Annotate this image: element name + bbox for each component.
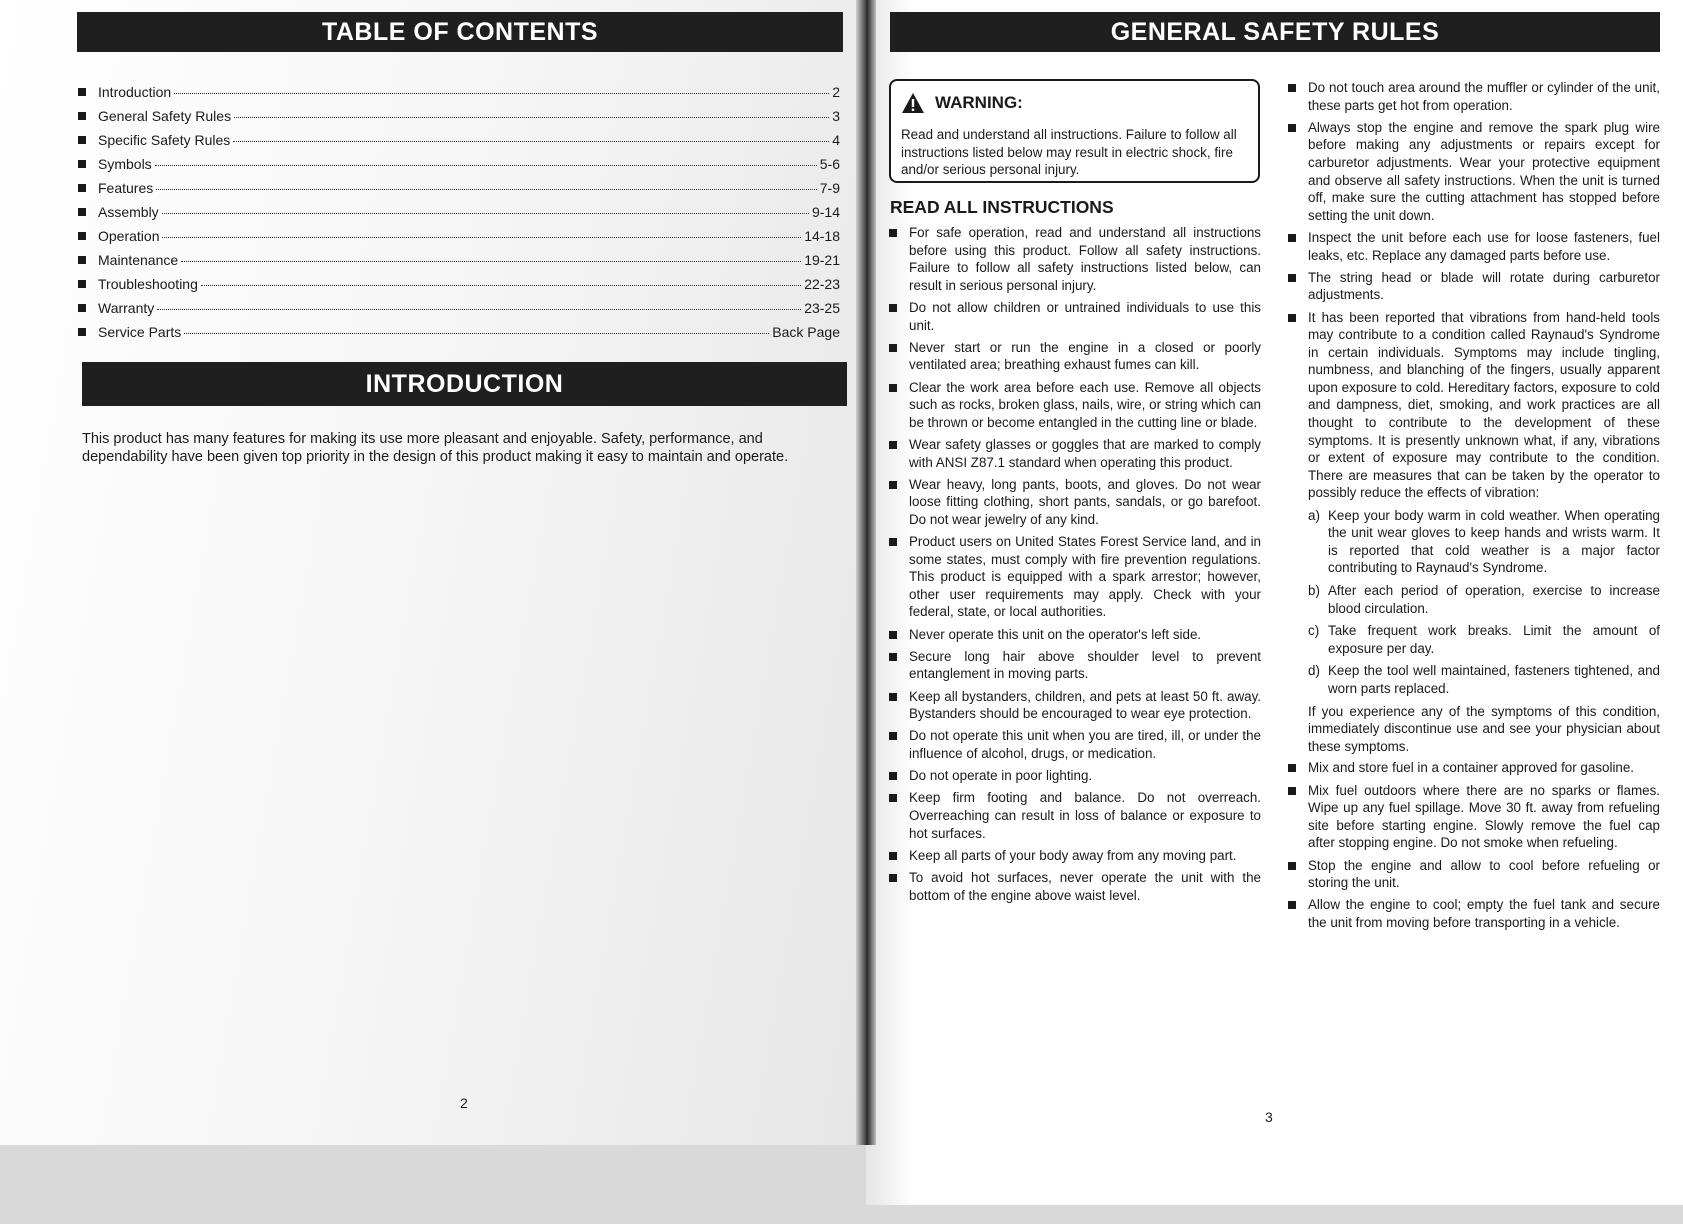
toc-entry xyxy=(78,132,840,156)
bullet-icon xyxy=(889,631,897,639)
safety-rule xyxy=(1288,269,1660,304)
toc-entry-page: 3 xyxy=(832,108,840,124)
toc-entry xyxy=(78,228,840,252)
safety-rule-text: Do not touch area around the muffler or cylinder of the unit, these parts get hot from operation. xyxy=(1308,80,1660,113)
toc-entry-title: Troubleshooting xyxy=(98,276,198,292)
toc-entry-page: Back Page xyxy=(772,324,840,340)
item-text: After each period of operation, exercise to increase blood circulation. xyxy=(1328,583,1660,616)
book-gutter xyxy=(856,0,876,1145)
safety-rule xyxy=(889,626,1261,644)
bullet-icon xyxy=(78,328,86,336)
toc-entry-page: 5-6 xyxy=(819,156,840,172)
item-text: Take frequent work breaks. Limit the amount of exposure per day. xyxy=(1328,623,1660,656)
warning-label: WARNING: xyxy=(935,93,1023,112)
toc-entry xyxy=(78,204,840,228)
safety-rule xyxy=(889,727,1261,762)
item-letter: c) xyxy=(1308,623,1320,639)
toc-entry-title: Features xyxy=(98,180,154,196)
safety-rule xyxy=(1288,119,1660,225)
safety-rule-text: Stop the engine and allow to cool before refueling or storing the unit. xyxy=(1308,857,1660,891)
safety-rule xyxy=(1288,229,1660,264)
safety-rule-text: Product users on United States Forest Service land, and in some states, must comply with fire prevention regulations. This product is equipped with a spark arrestor; however, other user requirements may apply. Check with your federal, state, or local authorities. xyxy=(909,534,1261,620)
toc-entry xyxy=(78,252,840,276)
safety-rule xyxy=(889,533,1261,621)
introduction-text: This product has many features for making its use more pleasant and enjoyable. Safety, performance, and dependability have been given top priority in the design of this product making it easy to maintain and operate. xyxy=(82,431,789,465)
safety-rule-text: Secure long hair above shoulder level to prevent entanglement in moving parts. xyxy=(909,648,1261,682)
toc-entry-page: 23-25 xyxy=(804,300,840,316)
safety-rule xyxy=(889,789,1261,842)
bullet-icon xyxy=(1288,901,1296,909)
vibration-measure-item xyxy=(1308,622,1660,657)
bullet-icon xyxy=(1288,234,1296,242)
item-letter: d) xyxy=(1308,663,1320,679)
vibration-measures-list xyxy=(1308,507,1660,698)
bullet-icon xyxy=(889,481,897,489)
safety-rule xyxy=(889,847,1261,865)
toc-entry-page: 4 xyxy=(832,132,840,148)
bullet-icon xyxy=(889,538,897,546)
safety-rules-column-left xyxy=(889,224,1261,909)
safety-rule-text: Do not allow children or untrained individuals to use this unit. xyxy=(909,299,1261,333)
toc-list xyxy=(78,84,840,348)
safety-rule-text: Never operate this unit on the operator's left side. xyxy=(909,626,1202,642)
toc-leader-dots xyxy=(162,213,809,214)
toc-leader-dots xyxy=(155,165,817,166)
safety-rule-text: Do not operate this unit when you are tired, ill, or under the influence of alcohol, drugs, or medication. xyxy=(909,728,1261,761)
safety-rule-text: Do not operate in poor lighting. xyxy=(909,768,1093,784)
bullet-icon xyxy=(1288,862,1296,870)
toc-leader-dots xyxy=(174,93,829,94)
safety-rule xyxy=(889,299,1261,334)
toc-entry xyxy=(78,276,840,300)
safety-rule xyxy=(1288,896,1660,931)
toc-entry xyxy=(78,324,840,348)
toc-entry-title: Introduction xyxy=(98,84,172,100)
item-letter: b) xyxy=(1308,583,1320,598)
bullet-icon xyxy=(1288,787,1296,795)
toc-leader-dots xyxy=(201,285,801,286)
warning-text: Read and understand all instructions. Failure to follow all instructions listed below may result in electric shock, fire and/or serious personal injury. xyxy=(901,127,1237,177)
bullet-icon xyxy=(1288,314,1296,322)
toc-entry xyxy=(78,300,840,324)
toc-entry xyxy=(78,108,840,132)
safety-rule xyxy=(1288,759,1660,777)
safety-rules-column-right xyxy=(1288,79,1660,936)
safety-rule-text: Mix and store fuel in a container approved for gasoline. xyxy=(1308,760,1635,776)
bullet-icon xyxy=(78,112,86,120)
item-text: Keep your body warm in cold weather. When operating the unit wear gloves to keep hands and wrists warm. It is reported that cold weather is a major factor contributing to Raynaud's Syndrome. xyxy=(1328,507,1660,576)
page-number-right: 3 xyxy=(1265,1109,1273,1125)
safety-rule xyxy=(889,648,1261,683)
bullet-icon xyxy=(889,304,897,312)
warning-header xyxy=(901,90,1248,116)
read-all-instructions-heading: READ ALL INSTRUCTIONS xyxy=(890,197,1114,217)
safety-rule xyxy=(889,476,1261,529)
item-text: Keep the tool well maintained, fasteners tightened, and worn parts replaced. xyxy=(1328,663,1660,696)
bullet-icon xyxy=(1288,274,1296,282)
bullet-icon xyxy=(889,384,897,392)
toc-heading: TABLE OF CONTENTS xyxy=(77,12,843,52)
safety-rule xyxy=(889,436,1261,471)
toc-entry xyxy=(78,180,840,204)
bullet-icon xyxy=(78,280,86,288)
bullet-icon xyxy=(78,304,86,312)
toc-entry-page: 7-9 xyxy=(819,180,840,196)
toc-leader-dots xyxy=(233,141,829,142)
safety-rule-text: To avoid hot surfaces, never operate the unit with the bottom of the engine above waist level. xyxy=(909,869,1261,903)
safety-rule-text: Inspect the unit before each use for loose fasteners, fuel leaks, etc. Replace any damaged parts before use. xyxy=(1308,229,1660,263)
toc-entry-page: 9-14 xyxy=(811,204,840,220)
safety-rule-text: Wear heavy, long pants, boots, and gloves. Do not wear loose fitting clothing, short pants, sandals, or go barefoot. Do not wear jewelry of any kind. xyxy=(909,476,1261,527)
bullet-icon xyxy=(1288,764,1296,772)
safety-rule xyxy=(889,224,1261,294)
bullet-icon xyxy=(889,693,897,701)
bullet-icon xyxy=(889,794,897,802)
bullet-icon xyxy=(889,229,897,237)
safety-rule xyxy=(889,767,1261,785)
bullet-icon xyxy=(78,88,86,96)
toc-entry-title: Symbols xyxy=(98,156,152,172)
safety-rule-text: Wear safety glasses or goggles that are marked to comply with ANSI Z87.1 standard when operating this product. xyxy=(909,436,1261,470)
safety-rule xyxy=(889,869,1261,904)
toc-entry-title: Maintenance xyxy=(98,252,179,268)
toc-entry-title: Operation xyxy=(98,228,160,244)
toc-entry-page: 22-23 xyxy=(804,276,840,292)
item-letter: a) xyxy=(1308,507,1320,523)
bullet-icon xyxy=(889,852,897,860)
bullet-icon xyxy=(889,441,897,449)
page-number-left: 2 xyxy=(460,1095,468,1111)
bullet-icon xyxy=(889,344,897,352)
safety-rule-text: The string head or blade will rotate during carburetor adjustments. xyxy=(1308,269,1660,303)
bullet-icon xyxy=(78,184,86,192)
toc-entry-title: Specific Safety Rules xyxy=(98,132,231,148)
bullet-icon xyxy=(1288,84,1296,92)
safety-rule xyxy=(889,688,1261,723)
safety-rule-text: For safe operation, read and understand all instructions before using this product. Follow all safety instructions. Failure to follow all safety instructions listed below, can result in serious personal injury. xyxy=(909,225,1261,293)
toc-entry-title: General Safety Rules xyxy=(98,108,232,124)
bullet-icon xyxy=(889,653,897,661)
safety-rule-text: Never start or run the engine in a closed or poorly ventilated area; breathing exhaust fumes can kill. xyxy=(909,339,1261,373)
bullet-icon xyxy=(78,208,86,216)
vibration-followup: If you experience any of the symptoms of this condition, immediately discontinue use and see your physician about these symptoms. xyxy=(1308,703,1660,754)
bullet-icon xyxy=(78,136,86,144)
vibration-measure-item xyxy=(1308,582,1660,617)
safety-rule xyxy=(1288,79,1660,114)
vibration-measures xyxy=(1288,507,1660,756)
toc-entry xyxy=(78,156,840,180)
safety-rule-text: It has been reported that vibrations from hand-held tools may contribute to a condition called Raynaud's Syndrome in certain individuals. Symptoms may include tingling, numbness, and blanching of the fingers, usually apparent upon exposure to cold. Hereditary factors, exposure to cold and dampness, diet, smoking, and work practices are all thought to contribute to the development of these symptoms. It is presently unknown what, if any, vibrations or extent of exposure may contribute to the condition. There are measures that can be taken by the operator to possibly reduce the effects of vibration: xyxy=(1308,309,1660,501)
toc-entry-title: Service Parts xyxy=(98,324,182,340)
safety-rule-text: Keep firm footing and balance. Do not overreach. Overreaching can result in loss of balance or exposure to hot surfaces. xyxy=(909,790,1261,841)
toc-leader-dots xyxy=(162,237,801,238)
toc-leader-dots xyxy=(181,261,801,262)
general-safety-rules-heading: GENERAL SAFETY RULES xyxy=(890,12,1660,52)
toc-entry-title: Assembly xyxy=(98,204,159,220)
safety-rule xyxy=(889,379,1261,432)
toc-entry-page: 14-18 xyxy=(804,228,840,244)
bullet-icon xyxy=(78,160,86,168)
toc-leader-dots xyxy=(156,189,817,190)
toc-leader-dots xyxy=(157,309,801,310)
safety-rule-text: Always stop the engine and remove the spark plug wire before making any adjustments or repairs except for carburetor adjustments. Wear your protective equipment and observe all safety instructions. When the unit is turned off, make sure the cutting attachment has stopped before setting the unit down. xyxy=(1308,119,1660,223)
toc-leader-dots xyxy=(234,117,829,118)
vibration-measure-item xyxy=(1308,662,1660,697)
bullet-icon xyxy=(1288,124,1296,132)
toc-entry xyxy=(78,84,840,108)
bullet-icon xyxy=(889,732,897,740)
bullet-icon xyxy=(78,232,86,240)
toc-leader-dots xyxy=(184,333,769,334)
bullet-icon xyxy=(889,874,897,882)
toc-entry-page: 19-21 xyxy=(804,252,840,268)
safety-rule-text: Keep all bystanders, children, and pets at least 50 ft. away. Bystanders should be encouraged to wear eye protection. xyxy=(909,688,1261,722)
safety-rule xyxy=(1288,857,1660,892)
warning-box xyxy=(889,79,1260,183)
bullet-icon xyxy=(78,256,86,264)
bullet-icon xyxy=(889,772,897,780)
safety-rule-text: Clear the work area before each use. Remove all objects such as rocks, broken glass, nails, wire, or string which can be thrown or become entangled in the cutting line or blade. xyxy=(909,379,1261,430)
safety-rule xyxy=(1288,782,1660,852)
safety-rule-text: Mix fuel outdoors where there are no sparks or flames. Wipe up any fuel spillage. Move 30 ft. away from refueling site before starting engine. Slowly remove the fuel cap after stopping engine. Do not smoke when refueling. xyxy=(1308,782,1660,851)
introduction-heading: INTRODUCTION xyxy=(82,362,847,406)
safety-rule-text: Allow the engine to cool; empty the fuel tank and secure the unit from moving before transporting in a vehicle. xyxy=(1308,897,1660,930)
warning-triangle-icon xyxy=(901,92,925,114)
vibration-measure-item xyxy=(1308,507,1660,577)
toc-entry-title: Warranty xyxy=(98,300,155,316)
safety-rule-vibration xyxy=(1288,309,1660,503)
toc-entry-page: 2 xyxy=(832,84,840,100)
safety-rule xyxy=(889,339,1261,374)
safety-rule-text: Keep all parts of your body away from any moving part. xyxy=(909,847,1237,863)
